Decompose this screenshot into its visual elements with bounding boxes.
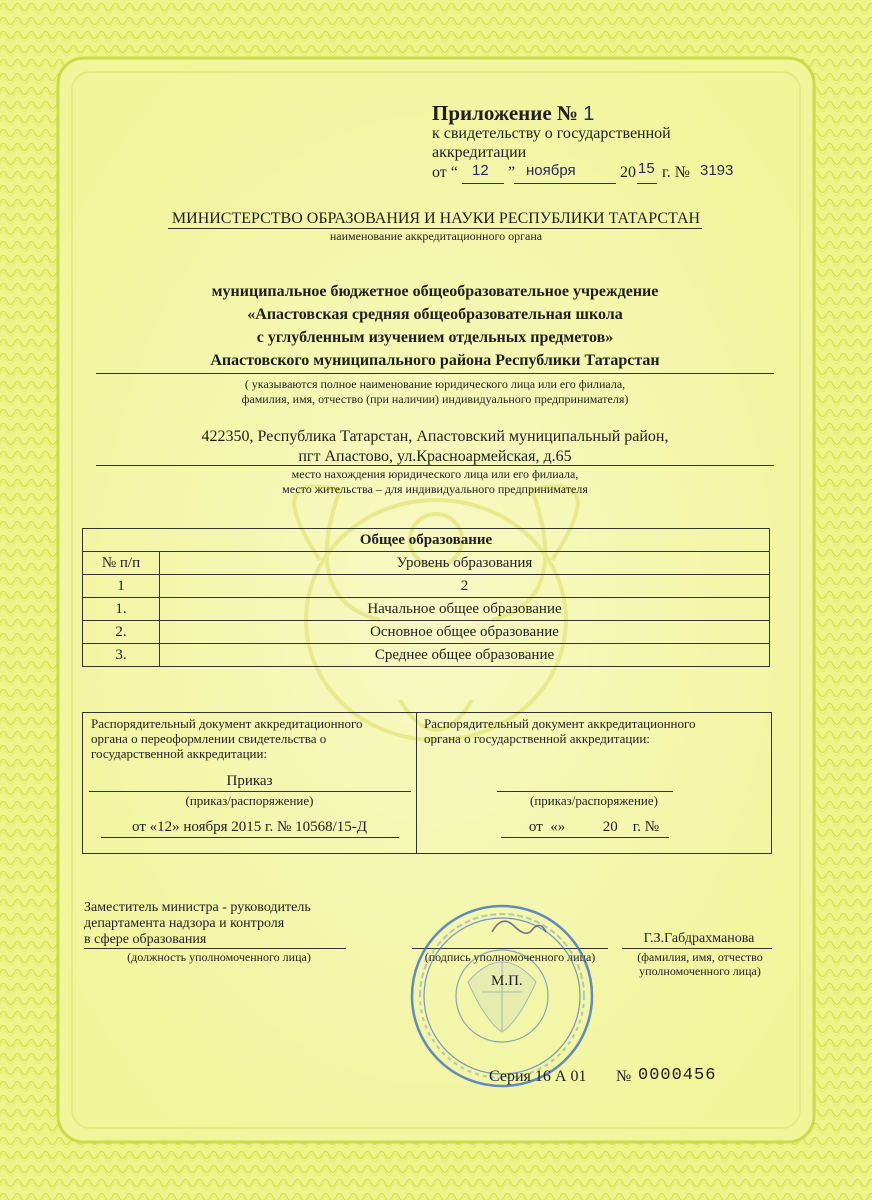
table-title: Общее образование <box>83 529 770 552</box>
row-num: 3. <box>83 644 160 667</box>
appendix-subtitle <box>432 124 671 162</box>
row-num: 1. <box>83 598 160 621</box>
registration-number: 3193 <box>700 162 734 179</box>
signer-position-caption: (должность уполномоченного лица) <box>127 950 311 964</box>
left-doc-type: Приказ <box>226 773 273 789</box>
left-doc-header-1: Распорядительный документ аккредитационного <box>91 716 363 731</box>
appendix-title-text: Приложение № <box>432 101 579 125</box>
organization-line-4: Апастовского муниципального района Республики Татарстан <box>210 352 660 369</box>
left-doc-header <box>91 716 363 761</box>
index-cell-2: 2 <box>160 575 770 598</box>
documents-box <box>82 712 772 854</box>
address-caption-1: место нахождения юридического лица или его филиала, <box>291 467 579 481</box>
date-year-prefix: 20 <box>620 164 636 181</box>
row-num: 2. <box>83 621 160 644</box>
row-level: Основное общее образование <box>160 621 770 644</box>
table-row <box>83 621 770 644</box>
appendix-number: 1 <box>583 103 595 125</box>
signer-position-2: департамента надзора и контроля <box>84 916 285 931</box>
appendix-line-1: к свидетельству о государственной <box>432 125 671 142</box>
appendix-title <box>432 101 594 126</box>
appendix-date-line <box>432 160 752 186</box>
organization-line-2: «Апастовская средняя общеобразовательная школа <box>247 306 623 323</box>
right-doc-date: от «» 20 г. № <box>528 819 660 835</box>
left-doc-date: от «12» ноября 2015 г. № 10568/15-Д <box>132 819 367 835</box>
signer-name-caption-2: уполномоченного лица) <box>639 964 761 978</box>
signer-name-caption-1: (фамилия, имя, отчество <box>637 950 763 964</box>
right-doc-header-2: органа о государственной аккредитации: <box>424 731 650 746</box>
table-index-row <box>83 575 770 598</box>
organization-caption <box>90 377 780 407</box>
col-level-header: Уровень образования <box>160 552 770 575</box>
row-level: Начальное общее образование <box>160 598 770 621</box>
address-line-1: 422350, Республика Татарстан, Апастовский муниципальный район, <box>201 428 669 445</box>
index-cell-1: 1 <box>83 575 160 598</box>
address-line-2: пгт Апастово, ул.Красноармейская, д.65 <box>298 448 572 465</box>
official-stamp <box>408 902 596 1090</box>
date-month: ноября <box>526 162 576 179</box>
table-title-row <box>83 529 770 552</box>
date-day-close: ” <box>508 164 516 181</box>
date-year-mark: г. № <box>662 164 691 181</box>
appendix-line-2: аккредитации <box>432 144 527 161</box>
right-doc-header <box>424 716 696 746</box>
signer-name-caption <box>620 950 780 978</box>
authority-name: МИНИСТЕРСТВО ОБРАЗОВАНИЯ И НАУКИ РЕСПУБЛИКИ ТАТАРСТАН <box>171 210 701 227</box>
education-table <box>82 528 770 667</box>
right-doc-header-1: Распорядительный документ аккредитационного <box>424 716 696 731</box>
date-from-prefix: от “ <box>432 164 458 181</box>
date-day: 12 <box>472 162 489 179</box>
table-header-row <box>83 552 770 575</box>
left-doc-header-3: государственной аккредитации: <box>91 746 268 761</box>
right-doc-type-caption: (приказ/распоряжение) <box>530 793 658 808</box>
signature-caption: (подпись уполномоченного лица) <box>424 950 596 964</box>
signer-name: Г.З.Габдрахманова <box>643 931 755 946</box>
col-num-header: № п/п <box>83 552 160 575</box>
authority-caption: наименование аккредитационного органа <box>329 229 543 243</box>
signer-position-3: в сфере образования <box>84 932 207 947</box>
signer-position <box>84 900 311 948</box>
form-number: 0000456 <box>638 1066 717 1085</box>
organization-caption-1: ( указываются полное наименование юридического лица или его филиала, <box>244 377 626 391</box>
date-year-suffix: 15 <box>638 160 655 177</box>
row-level: Среднее общее образование <box>160 644 770 667</box>
stamp-place-label: М.П. <box>491 973 523 989</box>
organization-line-1: муниципальное бюджетное общеобразовательное учреждение <box>211 283 659 300</box>
left-doc-header-2: органа о переоформлении свидетельства о <box>91 731 327 746</box>
organization-line-3: с углубленным изучением отдельных предметов» <box>256 329 614 346</box>
table-row <box>83 644 770 667</box>
address-caption <box>90 467 780 497</box>
address-caption-2: место жительства – для индивидуального предпринимателя <box>282 482 588 496</box>
form-number-sign: № <box>616 1068 632 1085</box>
address <box>90 427 780 467</box>
form-series: Серия 16 А 01 <box>489 1068 587 1085</box>
left-doc-type-caption: (приказ/распоряжение) <box>185 793 314 808</box>
organization-name <box>90 280 780 372</box>
organization-caption-2: фамилия, имя, отчество (при наличии) индивидуального предпринимателя) <box>241 392 629 406</box>
table-row <box>83 598 770 621</box>
signer-position-1: Заместитель министра - руководитель <box>84 900 311 915</box>
